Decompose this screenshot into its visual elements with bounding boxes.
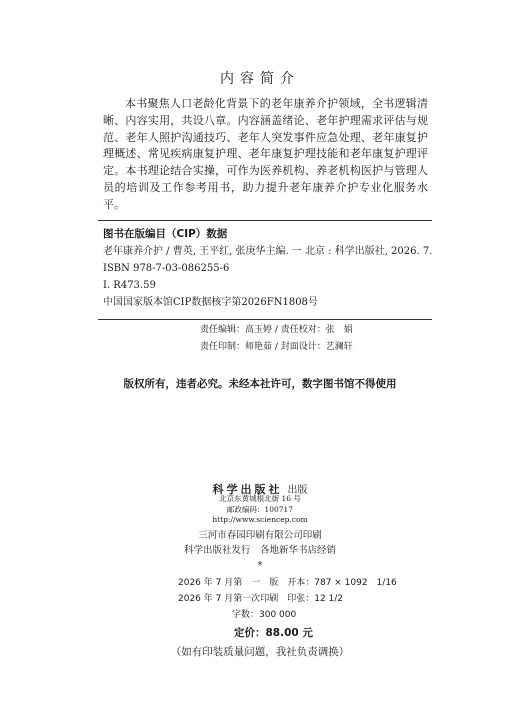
cip-isbn: ISBN 978-7-03-086255-6 xyxy=(103,263,230,274)
publisher-suffix: 出版 xyxy=(287,485,308,496)
intro-title: 内容简介 xyxy=(220,71,300,87)
edition-line: 2026 年 7 月第 一 版 开本：787 × 1092 1/16 xyxy=(178,578,397,588)
copyright-notice: 版权所有，违者必究。未经本社许可，数字图书馆不得使用 xyxy=(123,378,397,390)
wordcount-line: 字数：300 000 xyxy=(232,610,297,620)
cip-entry: 老年康养介护 / 曹英, 王平红, 张庚华主编. 一 北京 : 科学出版社, 2026. 7. xyxy=(103,246,433,257)
cip-record-number: 中国国家版本馆CIP数据核字第2026FN1808号 xyxy=(103,297,318,308)
cip-classification: Ⅰ. R473.59 xyxy=(103,280,156,291)
staff-editors: 责任编辑：高玉婷 / 责任校对：张 娟 xyxy=(200,325,353,335)
quality-note: （如有印装质量问题，我社负责调换） xyxy=(170,646,350,658)
staff-credits xyxy=(200,322,353,356)
staff-printing-design: 责任印制：师艳茹 / 封面设计：艺澜轩 xyxy=(200,342,353,352)
publisher-url: http://www.sciencep.com xyxy=(212,515,308,524)
intro-summary: 本书聚焦人口老龄化背景下的老年康养介护领域，全书逻辑清晰、内容实用，共设八章。内容涵盖绪论、老年护理需求评估与规范、老年人照护沟通技巧、老年人突发事件应急处理、老年康复护理概述、常见疾病康复护理、老年康复护理技能和老年康复护理评定。本书理论结合实操，可作为医养机构、养老机构医护与管理人员的培训及工作参考用书，助力提升老年康养介护专业化服务水平。 xyxy=(103,97,428,211)
publisher-address: 北京东黄城根北街 16 号 xyxy=(219,494,301,503)
cip-bottom-rule xyxy=(98,319,432,320)
publisher-postcode: 邮政编码：100717 xyxy=(226,504,294,514)
price: 定价：88.00 元 xyxy=(234,627,313,639)
publisher-name: 科学出版社 xyxy=(212,483,283,496)
separator-star: * xyxy=(257,560,263,571)
cip-heading: 图书在版编目（CIP）数据 xyxy=(103,228,228,240)
distributor: 科学出版社发行 各地新华书店经销 xyxy=(183,545,336,556)
cip-top-rule xyxy=(98,220,432,221)
printer: 三河市春园印刷有限公司印刷 xyxy=(198,530,322,541)
cip-block xyxy=(103,226,433,311)
printing-line: 2026 年 7 月第一次印刷 印张：12 1/2 xyxy=(178,594,344,604)
publisher-details xyxy=(0,494,520,526)
edition-specs xyxy=(178,575,397,623)
print-distribution xyxy=(0,528,520,573)
